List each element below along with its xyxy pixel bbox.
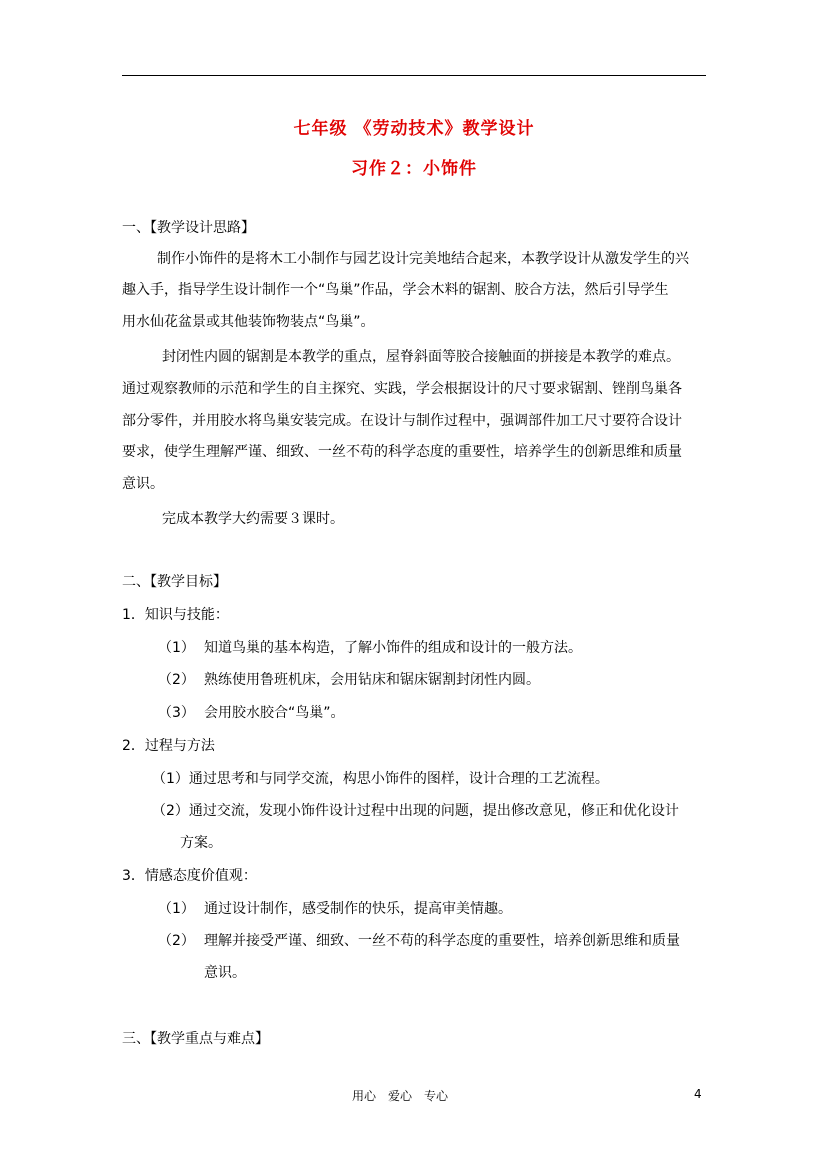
list-number: （1）	[158, 901, 195, 917]
list-text: 理解并接受严谨、细致、一丝不苟的科学态度的重要性，培养创新思维和质量	[204, 933, 680, 949]
document-subtitle: 习作２：小饰件	[351, 159, 477, 179]
paragraph-line: 封闭性内圆的锯割是本教学的重点，屋脊斜面等胶合接触面的拼接是本教学的难点。	[162, 349, 680, 365]
list-item	[158, 704, 345, 722]
section-3-heading: 三、【教学重点与难点】	[122, 1031, 269, 1047]
goal-2-heading: 2．过程与方法	[122, 738, 215, 754]
list-item-continuation: 意识。	[204, 965, 246, 981]
paragraph-line: 趣入手，指导学生设计制作一个“鸟巢”作品，学会木料的锯割、胶合方法，然后引导学生	[122, 282, 669, 298]
goal-1-heading: 1．知识与技能：	[122, 607, 229, 623]
goal-3-heading: 3．情感态度价值观：	[122, 868, 257, 884]
list-text: 会用胶水胶合“鸟巢”。	[204, 705, 345, 721]
list-text: 熟练使用鲁班机床，会用钻床和锯床锯割封闭性内圆。	[204, 672, 540, 688]
footer-motto: 用心 爱心 专心	[352, 1089, 449, 1103]
section-1-heading: 一、【教学设计思路】	[122, 220, 255, 236]
page-number: 4	[694, 1087, 702, 1101]
paragraph-line: 用水仙花盆景或其他装饰物装点“鸟巢”。	[122, 314, 375, 330]
list-number: （2）	[158, 933, 195, 949]
list-number: （2）	[158, 672, 195, 688]
paragraph-line: 制作小饰件的是将木工小制作与园艺设计完美地结合起来，本教学设计从激发学生的兴	[157, 251, 689, 267]
paragraph-line: 通过观察教师的示范和学生的自主探究、实践，学会根据设计的尺寸要求锯割、锉削鸟巢各	[122, 381, 682, 397]
section-2-heading: 二、【教学目标】	[122, 574, 227, 590]
list-item: （1）通过思考和与同学交流，构思小饰件的图样，设计合理的工艺流程。	[152, 771, 609, 787]
paragraph-line: 意识。	[122, 476, 164, 492]
list-item	[158, 900, 512, 918]
paragraph-line: 部分零件，并用胶水将鸟巢安装完成。在设计与制作过程中，强调部件加工尺寸要符合设计	[122, 413, 682, 429]
list-number: （3）	[158, 705, 195, 721]
list-number: （1）	[158, 640, 195, 656]
paragraph-line: 完成本教学大约需要３课时。	[162, 511, 344, 527]
list-text: 知道鸟巢的基本构造，了解小饰件的组成和设计的一般方法。	[204, 640, 582, 656]
list-item	[158, 639, 582, 657]
document-title: 七年级 《劳动技术》教学设计	[293, 119, 535, 139]
list-item-continuation: 方案。	[180, 835, 222, 851]
list-text: 通过设计制作，感受制作的快乐，提高审美情趣。	[204, 901, 512, 917]
paragraph-line: 要求，使学生理解严谨、细致、一丝不苟的科学态度的重要性，培养学生的创新思维和质量	[122, 444, 682, 460]
list-item	[158, 671, 540, 689]
list-item	[158, 932, 680, 950]
list-item: （2）通过交流，发现小饰件设计过程中出现的问题，提出修改意见，修正和优化设计	[152, 803, 679, 819]
header-rule	[122, 75, 706, 76]
